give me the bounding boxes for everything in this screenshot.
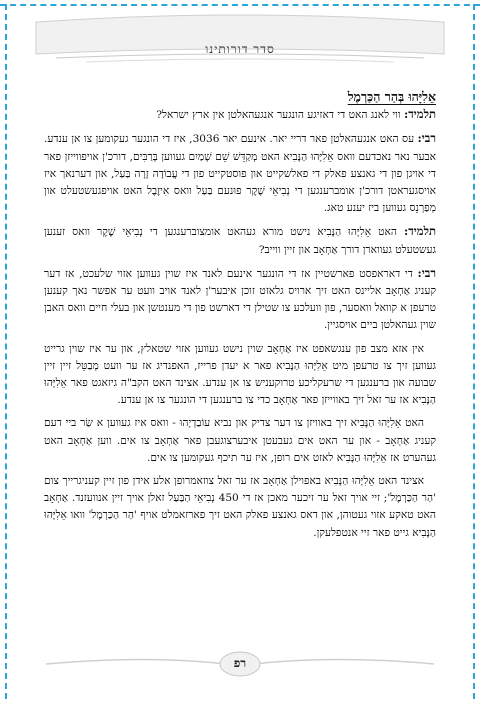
page-number: רפ (233, 656, 247, 670)
section-title: אֵלִיָּהוּ בְּהַר הַכַּרְמֶל (347, 89, 436, 104)
paragraph-text: האט אֵלִיָּהוּ הַנָּבִיא זיך באוויזן צו דער צדיק און נביא עוֹבַדְיָהוּ - וואס איז געווען א שַׂר ביי דעם קעניג אַחְאָב - און ער האט אים געבעטן איבערצוגעבן פאר אַחְאָב צו אים. ווען אַחְאָב האט געהערט אז אֵלִיָּהוּ הַנָּבִיא לאזט אים רופן, איז ער תיכף געקומען צו אים. (44, 417, 436, 464)
dashed-border-left (5, 4, 7, 699)
speaker-label: רבי: (417, 131, 436, 146)
speaker-label: תלמיד: (403, 107, 436, 122)
paragraph-text: אין אזא מצב פון ענגשאפט איז אַחְאָב שוין נישט געווען אזוי שטאלץ, און ער איז שוין גרייט געווען זיך צו טרעפן מיט אֵלִיָּהוּ הַנָּבִיא פאר א יעדן פרייז, האפנדיג אז ער וועט מְבַטֵּל זיין זיין שבועה און ברענגען די שרעקליכע טרוקעניש צו אן ענדע. אצינד האט הקב"ה גיזאגט פאר אֵלִיָּהוּ הַנָּבִיא אז ער זאל זיך באווייזן פאר אַחְאָב כדי צו ברענגען די הונגער צו אן ענדע. (44, 342, 436, 407)
page-footer (26, 647, 454, 681)
running-title: סדר דורותינו (205, 42, 275, 56)
paragraph (44, 106, 436, 124)
paragraph (44, 130, 436, 217)
page-header (26, 14, 454, 74)
paragraph (44, 473, 436, 542)
paragraph (44, 223, 436, 258)
dashed-border-right (473, 4, 475, 699)
paragraph (44, 415, 436, 467)
paragraph (44, 265, 436, 335)
dashed-border-top (0, 4, 480, 6)
speaker-label: תלמיד: (403, 224, 436, 239)
paragraph-text: האט אֵלִיָּהוּ הַנָּבִיא נישט מורא געהאט אומצוברענגען די נְבִיאֵי שֶׁקֶר וואס זענען געשטעלט געווארן דורך אַחְאָב און זיין ווייב? (44, 226, 436, 256)
speaker-label: רבי: (417, 265, 436, 280)
paragraph-text: אצינד האט אֵלִיָּהוּ הַנָּבִיא באפוילן אַחְאָב אז ער זאל צוזאמרופן אלע אידן פון זיין קעניגרייך צום 'הַר הַכַּרְמֶל'; זיי אויך זאל ער זיכער מאכן אז די 450 נְבִיאֵי הַבַּעַל זאלן אויך זיין אנוועזנד. אַחְאָב האט טאקע אזוי געטוהן, און דאס גאנצע פאלק האט זיך פארזאמלט אויף 'הַר הַכַּרְמֶל' וואו אֵלִיָּהוּ הַנָּבִיא גייט פאר זיי אנטפלעקן. (44, 475, 436, 539)
page-content (44, 88, 436, 638)
paragraph-text: ווי לאנג האט די דאזיגע הונגער אנגעהאלטן אין ארץ ישראל? (156, 109, 404, 122)
paragraph-text: די דאראפסט פארשטיין אז די הונגער אינעם לאנד איז שוין געווען אזוי שלעכט, אז דער קעניג אַחְאָב אליינס האט זיך ארויס גלאזט זוכן איבער'ן לאנד אויב וועט ער אפשר נאך קענען טרעפן א קוואל וואסער, פון וועלכע צו שטילן די דארשט פון די מענטשן און בעלי חיים וואס האבן שוין געהאלטן ביים אויסגיין. (44, 267, 436, 332)
paragraph-text: עס האט אנגעהאלטן פאר דריי יאר. אינעם יאר 3036, איז די הונגער געקומען צו אן ענדע. אבער נאר נאכדעם וואס אֵלִיָּהוּ הַנָּבִיא האט מְקַדֵּשׁ שֵׁם שָׁמַיִם געווען בָּרַבִּים, דורכ'ן אויפווייזן פאר די אויגן פון די גאנצע פאלק די פאלשקייט און פוסטקייט פון די עֲבוֹדָה זָרָה בַּעַל, און דערנאך איז אויסגעראטן דורכ'ן אומברענגען די נְבִיאֵי שֶׁקֶר פוּנעם בַּעַל וואס אִיזֶבֶל האט אויפגעשטעלט און מְפַרְנֵס געווען ביז יענע טאג. (44, 133, 436, 215)
paragraph (44, 341, 436, 410)
